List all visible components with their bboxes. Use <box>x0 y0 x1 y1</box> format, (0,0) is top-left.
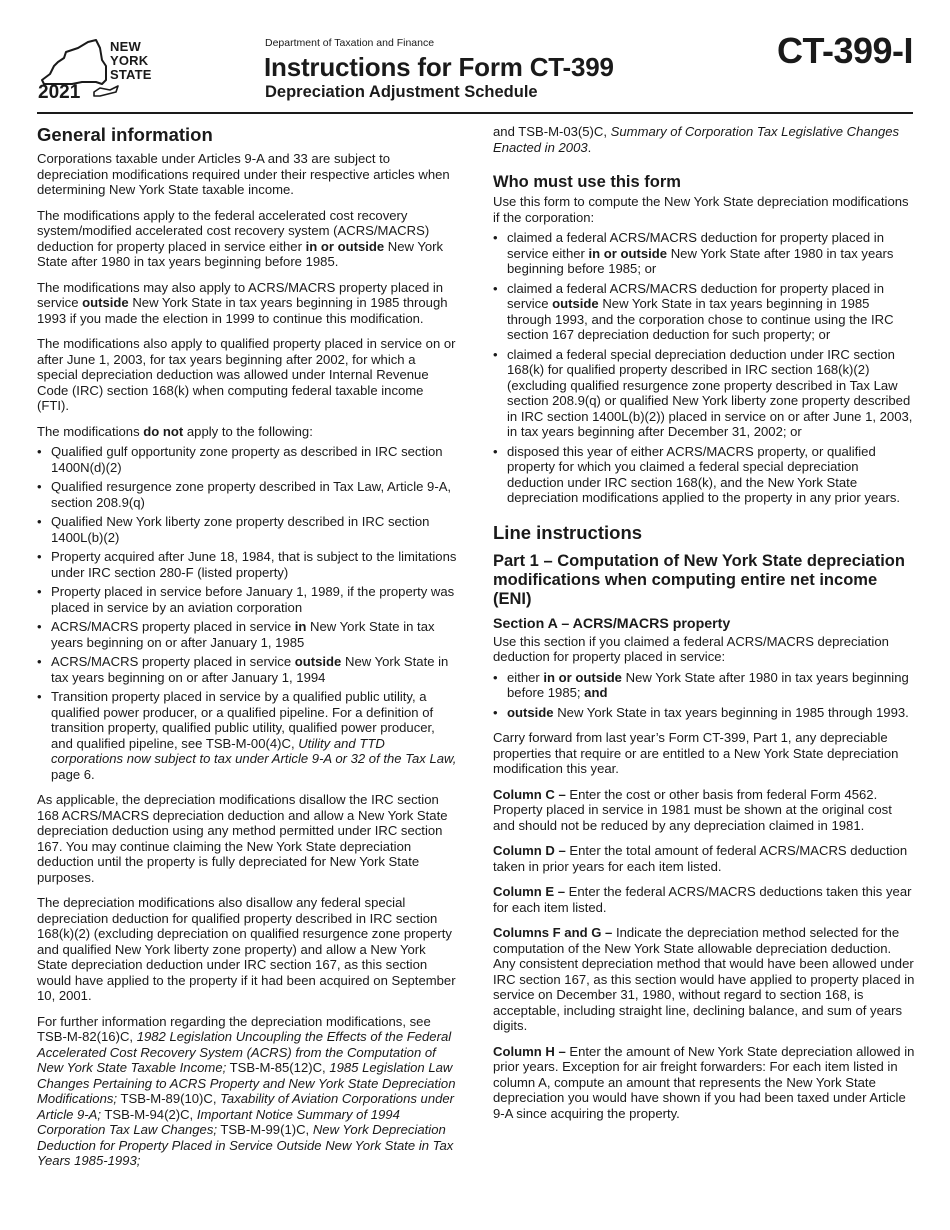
list-item: • Property acquired after June 18, 1984, that is subject to the limitations under IRC section 280-F (listed property) <box>37 549 459 580</box>
list-item: • Transition property placed in service by a qualified public utility, a qualified power producer, or a qualified pipeline. For a definition of transition property, qualified public utility, qualified power producer, and qualified pipeline, see TSB-M-00(4)C, Utility and TTD corporations now subject to tax under Article 9-A or 32 of the Tax Law, page 6. <box>37 689 459 782</box>
page-header <box>0 0 950 118</box>
section-a-heading: Section A – ACRS/MACRS property <box>493 615 731 632</box>
logo-word-york: YORK <box>110 53 149 68</box>
page-title: Instructions for Form CT-399 <box>264 52 614 82</box>
logo-word-new: NEW <box>110 39 141 54</box>
column-c-instruction: Column C – Enter the cost or other basis from federal Form 4562. Property placed in service in 1981 must be shown at the original cost and should not be reduced by any depreciation claimed in 1981. <box>493 786 892 833</box>
who-must-use-heading: Who must use this form <box>493 173 681 191</box>
list-item: • disposed this year of either ACRS/MACRS property, or qualified property for which you claimed a federal special depreciation deduction under IRC section 168(k), and the New York State depreciation modifications applied to the property in any prior years. <box>493 444 915 506</box>
part-1-heading: Part 1 – Computation of New York State depreciation modifications when computing entire net income (ENI) <box>493 551 905 608</box>
column-d-instruction: Column D – Enter the total amount of federal ACRS/MACRS deduction taken in prior years for each item listed. <box>493 843 908 874</box>
paragraph: The modifications do not apply to the following: <box>37 423 313 439</box>
paragraph: The modifications apply to the federal accelerated cost recovery system/modified accelerated cost recovery system (ACRS/MACRS) deduction for property placed in service either in or outside New York State after 1980 in tax years beginning before 1985. <box>37 207 444 269</box>
list-item: • claimed a federal ACRS/MACRS deduction for property placed in service either in or outside New York State after 1980 in tax years beginning before 1985; or <box>493 230 915 277</box>
department-name: Department of Taxation and Finance <box>265 37 435 49</box>
paragraph: Corporations taxable under Articles 9-A and 33 are subject to depreciation modifications required under their respective articles when determining New York State taxable income. <box>37 151 450 197</box>
right-column <box>493 124 915 1131</box>
paragraph: Use this section if you claimed a federal ACRS/MACRS depreciation deduction for property placed in service: <box>493 633 889 664</box>
list-item: • ACRS/MACRS property placed in service in New York State in tax years beginning on or after January 1, 1985 <box>37 619 459 650</box>
columns-f-g-instruction: Columns F and G – Indicate the depreciation method selected for the computation of the New York State allowable depreciation deduction. Any consistent depreciation method that would have been allowed under IRC section 167, as this section would have applied to property placed in service on December 31, 1980, without regard to section 168, is acceptable, including straight line, declining balance, and sum of years digits. <box>493 925 915 1033</box>
list-item: • claimed a federal ACRS/MACRS deduction for property placed in service outside New York State in tax years beginning in 1985 through 1993, and the corporation chose to continue using the IRC section 167 depreciation deduction for such property; or <box>493 281 915 343</box>
exclusions-list <box>37 444 459 782</box>
paragraph: The modifications may also apply to ACRS/MACRS property placed in service outside New York State in tax years beginning in 1985 through 1993 if you made the election in 1999 to continue this modification. <box>37 279 448 326</box>
paragraph: Use this form to compute the New York State depreciation modifications if the corporation: <box>493 194 909 225</box>
logo-word-state: STATE <box>110 67 152 82</box>
section-a-list <box>493 670 915 721</box>
list-item: • Qualified New York liberty zone property described in IRC section 1400L(b)(2) <box>37 514 459 545</box>
left-column <box>37 124 459 1179</box>
tax-year: 2021 <box>38 82 81 103</box>
paragraph: For further information regarding the depreciation modifications, see TSB-M-82(16)C, 1982 Legislation Uncoupling the Effects of the Federal Accelerated Cost Recovery System (ACRS) from the Computation of New York State Taxable Income; TSB-M-85(12)C, 1985 Legislation Law Changes Pertaining to ACRS Property and New York State Depreciation Modifications; TSB-M-89(10)C, Taxability of Aviation Corporations under Article 9-A; TSB-M-94(2)C, Important Notice Summary of 1994 Corporation Tax Law Changes; TSB-M-99(1)C, New York Depreciation Deduction for Property Placed in Service Outside New York State in Tax Years 1985-1993; <box>37 1013 456 1168</box>
paragraph: As applicable, the depreciation modifications disallow the IRC section 168 ACRS/MACRS depreciation deduction and allow a New York State depreciation deduction using any method permitted under IRC section 167. You may continue claiming the New York State depreciation deduction until the property is fully depreciated for New York State purposes. <box>37 792 448 885</box>
general-information-heading: General information <box>37 124 213 145</box>
line-instructions-heading: Line instructions <box>493 521 643 543</box>
list-item: • ACRS/MACRS property placed in service outside New York State in tax years beginning on or after January 1, 1994 <box>37 654 459 685</box>
header-divider <box>37 112 913 114</box>
column-e-instruction: Column E – Enter the federal ACRS/MACRS deductions taken this year for each item listed. <box>493 884 912 915</box>
nys-logo <box>36 36 166 106</box>
list-item: • claimed a federal special depreciation deduction under IRC section 168(k) for qualified property described in IRC section 168(k)(2) (excluding qualified resurgence zone property described in Tax Law section 208.9(q) or qualified New York liberty zone property described in IRC section 1400L(b)(2)) placed in service on or after June 1, 2003, in tax years beginning after December 31, 2002; or <box>493 347 915 440</box>
list-item: • outside New York State in tax years beginning in 1985 through 1993. <box>493 705 915 721</box>
paragraph: and TSB-M-03(5)C, Summary of Corporation Tax Legislative Changes Enacted in 2003. <box>493 124 900 155</box>
paragraph: The modifications also apply to qualified property placed in service on or after June 1, 2003, for tax years beginning after 2002, for which a special depreciation deduction was allowed under Internal Revenue Code (IRC) section 168(k) when computing federal taxable income (FTI). <box>37 336 456 413</box>
list-item: • either in or outside New York State after 1980 in tax years beginning before 1985; and <box>493 670 915 701</box>
who-must-use-list <box>493 230 915 506</box>
paragraph: The depreciation modifications also disallow any federal special depreciation deduction for qualified property described in IRC section 168(k)(2) (excluding depreciation on qualified resurgence zone property and qualified New York liberty zone property) and allow a New York State depreciation deduction under IRC section 167, as this section would have applied to the property if it had been acquired on September 10, 2001. <box>37 895 456 1003</box>
paragraph: Carry forward from last year’s Form CT-399, Part 1, any depreciable properties that require or are entitled to a New York State depreciation modification this year. <box>493 730 899 776</box>
column-h-instruction: Column H – Enter the amount of New York State depreciation allowed in prior years. Exception for air freight forwarders: For each item listed in column A, compute an amount that represents the New York State depreciation you would have shown if you had been taxed under Article 9-A since acquiring the property. <box>493 1043 915 1121</box>
list-item: • Qualified resurgence zone property described in Tax Law, Article 9-A, section 208.9(q) <box>37 479 459 510</box>
list-item: • Property placed in service before January 1, 1989, if the property was placed in service by an aviation corporation <box>37 584 459 615</box>
form-number: CT-399-I <box>776 30 913 71</box>
page-subtitle: Depreciation Adjustment Schedule <box>265 83 538 101</box>
list-item: • Qualified gulf opportunity zone property as described in IRC section 1400N(d)(2) <box>37 444 459 475</box>
